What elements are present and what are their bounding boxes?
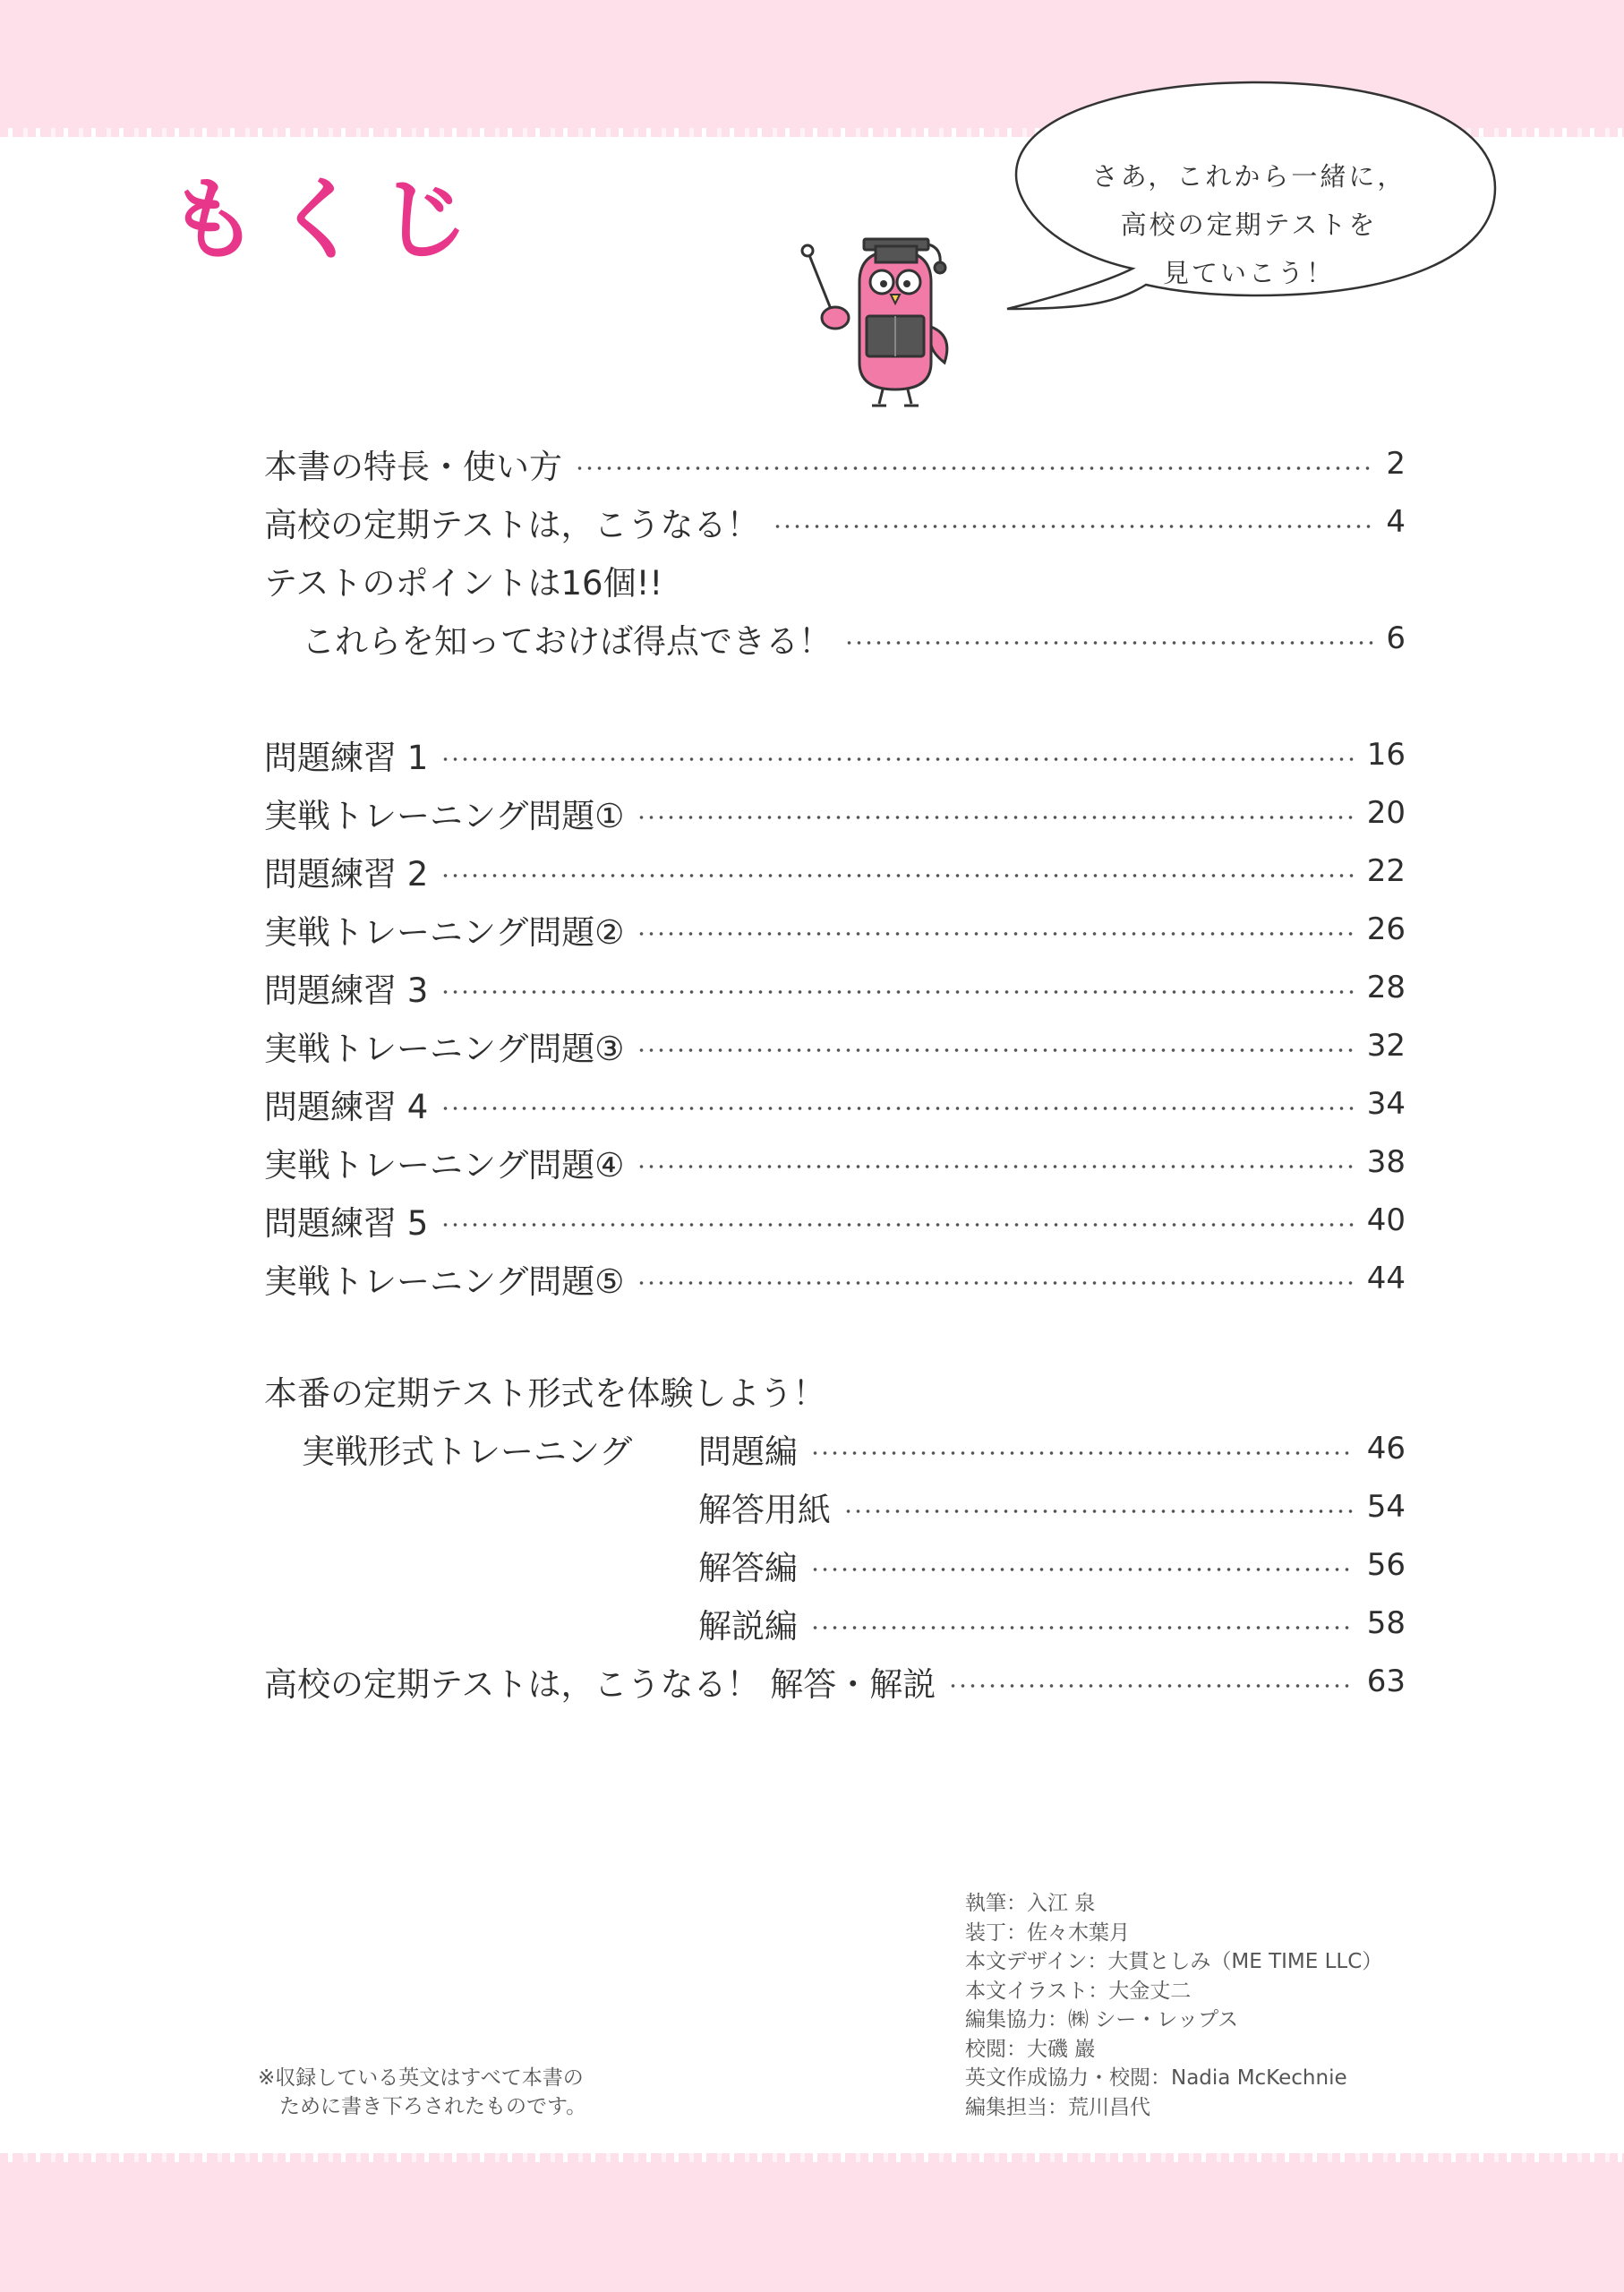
toc-entry-label: 問題練習 5 xyxy=(264,1204,429,1243)
leader-dots xyxy=(637,1281,1354,1285)
toc-entry-label: 問題編 xyxy=(698,1432,798,1471)
toc-entry-label: 実戦トレーニング問題① xyxy=(264,797,625,835)
toc-entry[interactable] xyxy=(264,1253,1406,1304)
toc-entry[interactable] xyxy=(264,613,1406,663)
toc-entry[interactable] xyxy=(264,788,1406,838)
footnote-line: ※収録している英文はすべて本書の xyxy=(258,2066,584,2090)
toc-entry-label: 高校の定期テストは，こうなる！ xyxy=(264,506,760,544)
credit-line: 校閲：大磯 巖 xyxy=(965,2037,1096,2061)
toc-entry-page: 4 xyxy=(1386,504,1406,540)
toc-entry[interactable] xyxy=(264,1482,1406,1532)
toc-entry-label: 問題練習 1 xyxy=(264,739,429,777)
toc-entry-page: 56 xyxy=(1366,1547,1406,1583)
toc-entry-label: 問題練習 3 xyxy=(264,971,429,1010)
leader-dots xyxy=(948,1684,1354,1688)
leader-dots xyxy=(440,874,1354,877)
toc-entry[interactable] xyxy=(264,1424,1406,1474)
leader-dots xyxy=(810,1626,1355,1629)
toc-entry-label: 実戦トレーニング問題② xyxy=(264,913,625,952)
leader-dots xyxy=(440,757,1354,761)
credit-line: 英文作成協力・校閲：Nadia McKechnie xyxy=(965,2066,1347,2090)
toc-entry[interactable] xyxy=(264,497,1406,547)
credit-line: 編集担当：荒川昌代 xyxy=(965,2095,1150,2119)
speech-bubble-text xyxy=(1039,152,1459,297)
toc-entry-page: 40 xyxy=(1366,1202,1406,1238)
toc-entry[interactable] xyxy=(264,1656,1406,1706)
toc-entry-page: 20 xyxy=(1366,795,1406,831)
toc-entry-label: 実戦トレーニング問題③ xyxy=(264,1030,625,1068)
toc-entry-label: 本番の定期テスト形式を体験しよう！ xyxy=(264,1374,826,1413)
leader-dots xyxy=(810,1568,1355,1571)
credit-line: 本文イラスト：大金丈二 xyxy=(965,1979,1192,2003)
speech-line: 見ていこう！ xyxy=(1162,258,1335,288)
toc-entry-page: 54 xyxy=(1366,1489,1406,1525)
toc-entry[interactable] xyxy=(264,1598,1406,1648)
toc-entry-page: 38 xyxy=(1366,1144,1406,1180)
credit-line: 編集協力：㈱ シー・レップス xyxy=(965,2008,1239,2031)
toc-section-heading xyxy=(264,1365,1406,1415)
speech-line: さあ，これから一緒に， xyxy=(1091,161,1406,192)
credit-line: 本文デザイン：大貫としみ（ME TIME LLC） xyxy=(965,1950,1383,1973)
toc-entry-label: 解答編 xyxy=(698,1549,798,1587)
toc-entry-page: 26 xyxy=(1366,911,1406,947)
toc-entry-page: 2 xyxy=(1386,446,1406,482)
toc-entry-page: 28 xyxy=(1366,970,1406,1005)
leader-dots xyxy=(637,1048,1354,1052)
toc-entry-page: 22 xyxy=(1366,853,1406,889)
footnote xyxy=(258,2064,586,2121)
leader-dots xyxy=(810,1451,1355,1455)
toc-entry-page: 46 xyxy=(1366,1431,1406,1467)
toc-entry-page: 58 xyxy=(1366,1605,1406,1641)
leader-dots xyxy=(440,1223,1354,1227)
toc-entry-label: テストのポイントは16個!! xyxy=(264,564,663,603)
credit-line: 装丁：佐々木葉月 xyxy=(965,1920,1130,1945)
toc-entry-page: 63 xyxy=(1366,1663,1406,1699)
owl-mascot-icon xyxy=(797,228,976,407)
toc-entry[interactable] xyxy=(264,904,1406,954)
toc-entry-label: 本書の特長・使い方 xyxy=(264,448,562,486)
toc-entry-page: 34 xyxy=(1366,1086,1406,1122)
toc-entry-page: 6 xyxy=(1386,620,1406,656)
toc-entry-label: 高校の定期テストは，こうなる！ 解答・解説 xyxy=(264,1665,936,1704)
toc-entry-label: 問題練習 2 xyxy=(264,855,429,894)
toc-entry[interactable] xyxy=(264,1079,1406,1129)
page-title: もくじ xyxy=(168,167,485,272)
toc-entry-label: 解説編 xyxy=(698,1607,798,1646)
toc-entry[interactable] xyxy=(264,846,1406,896)
toc-entry-page: 32 xyxy=(1366,1028,1406,1064)
toc-entry-label: 問題練習 4 xyxy=(264,1088,429,1126)
toc-entry[interactable] xyxy=(264,1021,1406,1071)
leader-dots xyxy=(637,816,1354,819)
toc-entry[interactable] xyxy=(264,962,1406,1013)
toc-entry[interactable] xyxy=(264,439,1406,489)
leader-dots xyxy=(844,641,1373,645)
toc-entry-page: 44 xyxy=(1366,1261,1406,1296)
leader-dots xyxy=(440,990,1354,994)
toc-entry-label: 実戦トレーニング問題⑤ xyxy=(264,1262,625,1301)
toc-entry-label: これらを知っておけば得点できる！ xyxy=(302,622,832,661)
leader-dots xyxy=(773,525,1374,528)
credits-block xyxy=(965,1889,1382,2122)
footnote-line: ために書き下ろされたものです。 xyxy=(279,2095,587,2118)
bottom-pink-band xyxy=(0,2158,1624,2292)
credit-line: 執筆：入江 泉 xyxy=(965,1892,1096,1915)
toc-entry[interactable] xyxy=(264,1195,1406,1245)
toc-entry[interactable] xyxy=(264,730,1406,780)
leader-dots xyxy=(637,1165,1354,1168)
toc-group-label: 実戦形式トレーニング xyxy=(302,1432,633,1471)
speech-line: 高校の定期テストを xyxy=(1120,210,1378,240)
toc-entry[interactable] xyxy=(264,1137,1406,1187)
leader-dots xyxy=(843,1509,1355,1513)
toc-entry-label: 実戦トレーニング問題④ xyxy=(264,1146,625,1184)
toc-entry-label: 解答用紙 xyxy=(698,1491,831,1529)
toc-entry-heading xyxy=(264,555,1406,605)
leader-dots xyxy=(575,466,1373,470)
leader-dots xyxy=(637,932,1354,936)
leader-dots xyxy=(440,1107,1354,1110)
toc-entry-page: 16 xyxy=(1366,737,1406,773)
toc-entry[interactable] xyxy=(264,1540,1406,1590)
